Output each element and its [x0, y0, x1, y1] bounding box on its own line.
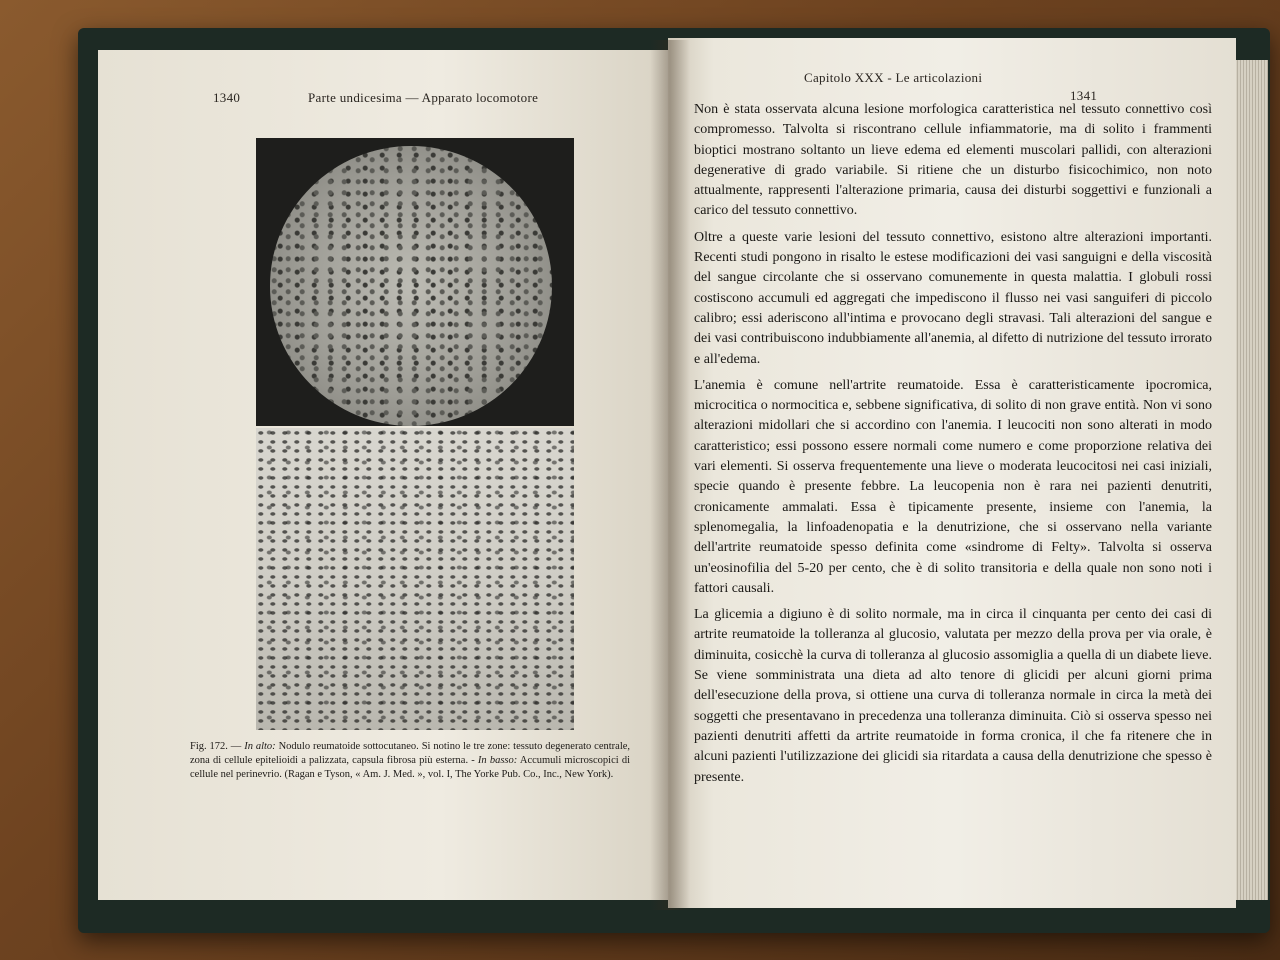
left-page	[98, 50, 670, 900]
caption-bottom-text: Accumuli microscopici di cellule nel perinevrio. (Ragan e Tyson, « Am. J. Med. », vol. I, The Yorke Pub. Co., Inc., New York).	[190, 755, 631, 780]
paragraph-1: Non è stata osservata alcuna lesione morfologica caratteristica nel tessuto connettivo così compromesso. Talvolta si riscontrano cellule infiammatorie, ma di solito i frammenti bioptici mostrano soltanto un lieve edema ed elementi muscolari pallidi, con alterazioni degenerative di grado variabile. Si ritiene che un disturbo fisicochimico, non noto attualmente, rappresenti l'alterazione primaria, causa dei disturbi soggettivi e funzionali a carico del tessuto connettivo.	[694, 102, 1212, 219]
paragraph-3: L'anemia è comune nell'artrite reumatoide. Essa è caratteristicamente ipocromica, microcitica o normocitica e, sebbene significativa, di solito di non grave entità. Non vi sono alterazioni midollari che si accordino con l'anemia. I leucociti non sono alterati in modo caratteristico; essi possono essere normali come numero e come proporzione relativa dei vari elementi. Si osserva frequentemente una lieve o moderata leucocitosi nei casi iniziali, specie quando è presente febbre. La leucopenia non è rara nei pazienti denutriti, cronicamente ammalati. Essa è tipicamente presente, insieme con l'anemia, la splenomegalia, la linfoadenopatia e la denutrizione, che si osservano nella variante dell'artrite reumatoide spesso definita come «sindrome di Felty». Talvolta si osserva un'eosinofilia del 5-20 per cento, che è di solito transitoria e della quale non sono noti i fattori causali.	[694, 377, 1212, 596]
body-text	[694, 100, 1212, 794]
caption-bottom-label: In basso:	[477, 755, 518, 766]
paragraph-4: La glicemia a digiuno è di solito normale, ma in circa il cinquanta per cento dei casi di artrite reumatoide la tolleranza al glucosio, valutata per mezzo della prova per via orale, è diminuita, cosicchè la curva di tolleranza al glucosio assomiglia a quella di un diabete lieve. Se viene somministrata una dieta ad alto tenore di glicidi per alcuni giorni prima dell'esecuzione della prova, si ottiene una curva di tolleranza normale in circa la metà dei soggetti che presentavano in precedenza una tolleranza diminuita. Ciò si osserva spesso nei pazienti denutriti affetti da artrite reumatoide in forma cronica, il che fa ritenere che in alcuni pazienti l'utilizzazione dei glicidi sia ritardata a causa della denutrizione che spesso è presente.	[694, 607, 1212, 785]
micrograph-bottom	[256, 428, 574, 730]
left-page-number: 1340	[213, 90, 241, 105]
figure-caption	[190, 740, 630, 782]
right-page	[668, 38, 1236, 908]
caption-top-text: Nodulo reumatoide sottocutaneo. Si notino le tre zone: tessuto degenerato centrale, zona di cellule epitelioidi a palizzata, capsula fibrosa più esterna. -	[190, 741, 631, 766]
micrograph-circle	[270, 146, 552, 426]
paragraph-2: Oltre a queste varie lesioni del tessuto connettivo, esistono altre alterazioni importanti. Recenti studi pongono in risalto le estese modificazioni dei vasi sanguigni e della viscosità del sangue circolante che si osservano comunemente in questa malattia. I globuli rossi costiscono accumuli ed aggregati che impediscono il flusso nei vasi sanguiferi di piccolo calibro; essi aderiscono all'intima e provocano degli stravasi. Tali alterazioni del sangue e dei vasi contribuiscono indubbiamente all'anemia, al difetto di nutrizione del tessuto irrorato e all'edema.	[694, 229, 1212, 367]
right-page-number: 1341	[1070, 88, 1098, 103]
caption-fig-label: Fig. 172. —	[190, 741, 242, 752]
caption-top-label: In alto:	[244, 741, 276, 752]
left-running-head: Parte undicesima — Apparato locomotore	[308, 90, 539, 105]
page-edges	[1232, 60, 1268, 900]
right-running-head: Capitolo XXX - Le articolazioni	[804, 70, 983, 85]
micrograph-top	[256, 138, 574, 426]
